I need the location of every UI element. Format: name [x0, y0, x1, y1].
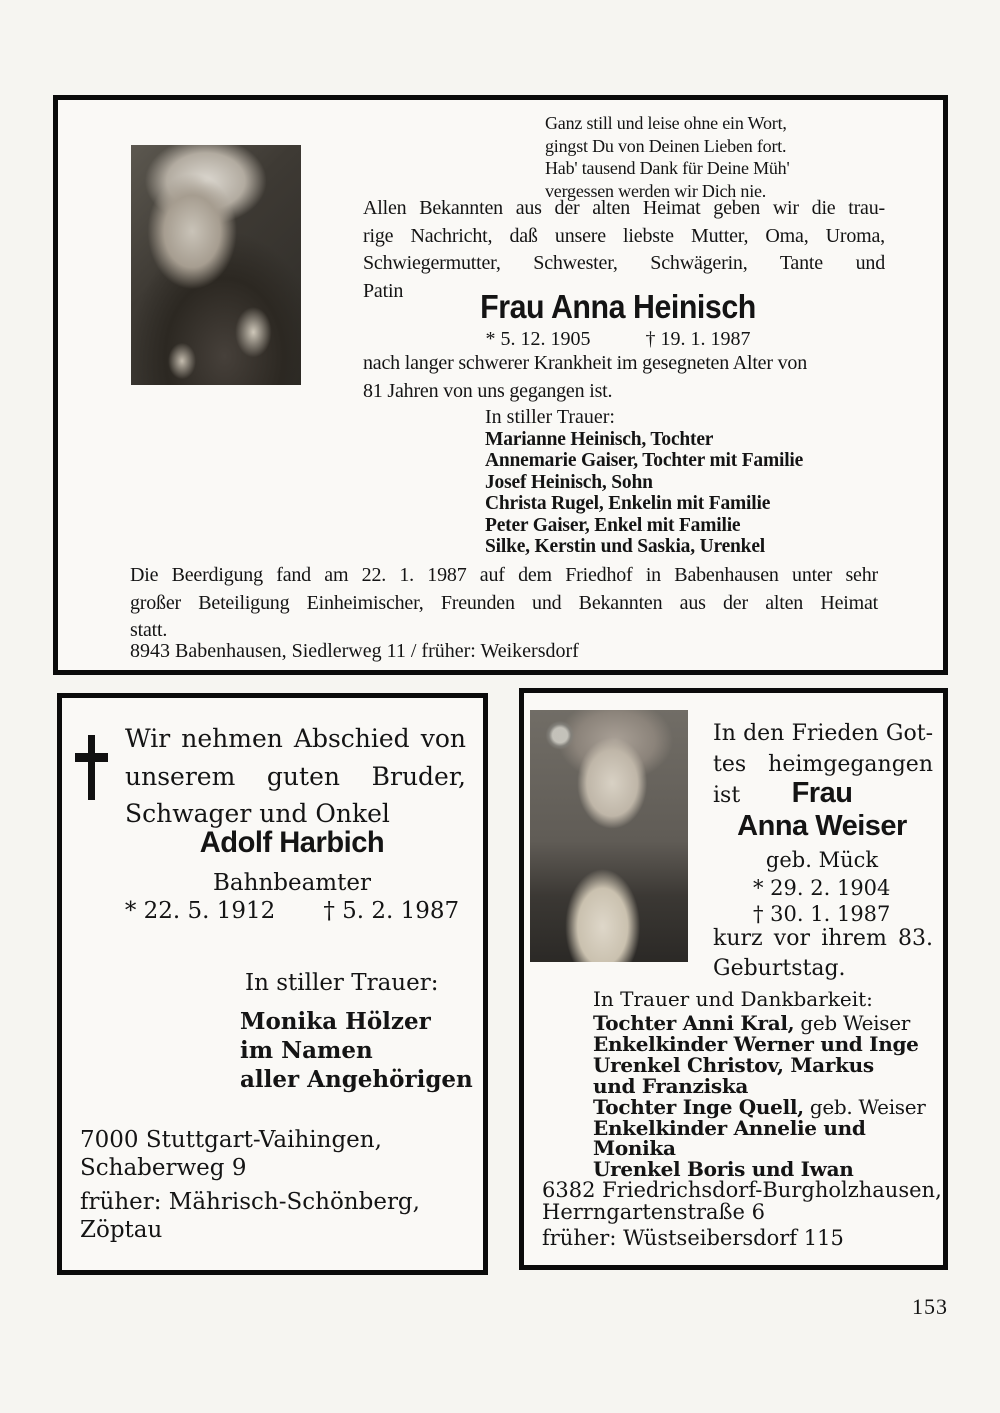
life-dates [82, 898, 502, 924]
death-date: † 30. 1. 1987 [753, 901, 891, 926]
poem-line: gingst Du von Deinen Lieben fort. [545, 135, 787, 156]
announcement-line: Allen Bekannten aus der alten Heimat geben wir die trau- [363, 197, 885, 219]
mourner-row: Monika Hölzer [240, 1008, 431, 1035]
mourners-list [240, 1007, 473, 1094]
address-line: Schaberweg 9 [80, 1155, 247, 1181]
memorial-poem [545, 112, 790, 202]
mourner-row: Josef Heinisch, Sohn [485, 471, 653, 493]
funeral-line: statt. [130, 619, 168, 641]
mourner-row: Enkelkinder Annelie und Monika [593, 1115, 866, 1161]
mourner-row: Marianne Heinisch, Tochter [485, 429, 714, 450]
death-date: † 19. 1. 1987 [645, 328, 751, 350]
mourner-row: Urenkel Christov, Markus [593, 1052, 874, 1077]
circumstance-line: 81 Jahren von uns gegangen ist. [363, 379, 613, 402]
deceased-name-prefix: Frau [791, 777, 853, 809]
portrait-photo-anna-weiser [530, 710, 688, 962]
circumstance-text [363, 350, 888, 405]
former-residence [80, 1188, 420, 1244]
mourner-row: Urenkel Boris und Iwan [593, 1157, 854, 1182]
announcement-line: Wir nehmen Abschied von [125, 724, 466, 753]
deceased-name: Frau Anna Heinisch [480, 288, 756, 325]
birth-date: * 5. 12. 1905 [485, 328, 591, 350]
announcement-line: rige Nachricht, daß unsere liebste Mutter, Oma, Uroma, [363, 224, 885, 247]
mourner-row: und Franziska [593, 1073, 749, 1098]
announcement-text [125, 720, 466, 833]
funeral-text [130, 562, 878, 645]
announcement-line: unserem guten Bruder, [125, 761, 466, 791]
death-date: † 5. 2. 1987 [323, 898, 460, 924]
announcement-line: tes heimgegangen ist [713, 752, 933, 808]
birth-date: * 29. 2. 1904 [753, 876, 891, 900]
funeral-line: großer Beteiligung Einheimischer, Freunden und Bekannten aus der alten Heimat [130, 591, 878, 614]
mourning-label: In Trauer und Dankbarkeit: [593, 987, 873, 1011]
former-line: Zöptau [80, 1217, 163, 1243]
family-address [80, 1126, 382, 1182]
funeral-line: Die Beerdigung fand am 22. 1. 1987 auf dem Friedhof in Babenhausen unter sehr [130, 564, 878, 586]
circumstance-line: nach langer schwerer Krankheit im gesegneten Alter von [363, 352, 808, 374]
mourner-row: Silke, Kerstin und Saskia, Urenkel [485, 536, 765, 558]
mourner-row: im Namen [240, 1037, 373, 1064]
mourner-row: Peter Gaiser, Enkel mit Familie [485, 514, 741, 536]
mourner-row: Annemarie Gaiser, Tochter mit Familie [485, 450, 804, 472]
address-line: Herrngartenstraße 6 [542, 1199, 766, 1224]
address-line: 7000 Stuttgart-Vaihingen, [80, 1127, 382, 1153]
mourners-list [593, 1013, 943, 1180]
poem-line: Ganz still und leise ohne ein Wort, [545, 113, 787, 133]
mourning-label: In stiller Trauer: [245, 970, 439, 996]
mourning-label: In stiller Trauer: [485, 406, 615, 428]
announcement-line: In den Frieden Got- [713, 721, 933, 746]
address-line: 6382 Friedrichsdorf-Burgholzhausen, [542, 1178, 942, 1202]
deceased-name: Adolf Harbich [199, 826, 385, 859]
former-line: früher: Mährisch-Schönberg, [80, 1189, 420, 1215]
deceased-name: Anna Weiser [737, 810, 907, 842]
mourner-row: Enkelkinder Werner und Inge [593, 1031, 919, 1056]
mourners-list [485, 429, 803, 557]
mourner-row: Christa Rugel, Enkelin mit Familie [485, 493, 771, 515]
former-residence: früher: Wüstseibersdorf 115 [542, 1226, 844, 1250]
circumstance-line: kurz vor ihrem 83. [713, 926, 933, 951]
life-dates [348, 328, 888, 351]
mourner-row: Tochter Anni Kral, geb Weiser [593, 1011, 910, 1035]
obituary-notice-anna-weiser [519, 688, 948, 1270]
obituary-notice-anna-heinisch [53, 95, 948, 675]
mourner-row: Tochter Inge Quell, geb. Weiser [593, 1094, 926, 1119]
obituary-notice-adolf-harbich [57, 693, 488, 1275]
family-address [542, 1180, 942, 1223]
family-address: 8943 Babenhausen, Siedlerweg 11 / früher: Weikersdorf [130, 640, 579, 662]
portrait-photo-anna-heinisch [131, 145, 301, 385]
mourner-row: aller Angehörigen [240, 1066, 473, 1093]
circumstance-text [713, 924, 933, 984]
announcement-line: Schwager und Onkel [125, 799, 390, 828]
announcement-line: Patin [363, 279, 404, 302]
poem-line: vergessen werden wir Dich nie. [545, 180, 767, 201]
announcement-line: Schwiegermutter, Schwester, Schwägerin, Tante und [363, 252, 885, 274]
birth-date: * 22. 5. 1912 [124, 898, 276, 924]
maiden-name: geb. Mück [765, 848, 879, 872]
circumstance-line: Geburtstag. [713, 956, 846, 981]
page-number: 153 [912, 1294, 948, 1319]
profession: Bahnbeamter [213, 870, 371, 896]
poem-line: Hab' tausend Dank für Deine Müh' [545, 158, 790, 178]
life-dates [753, 876, 890, 927]
